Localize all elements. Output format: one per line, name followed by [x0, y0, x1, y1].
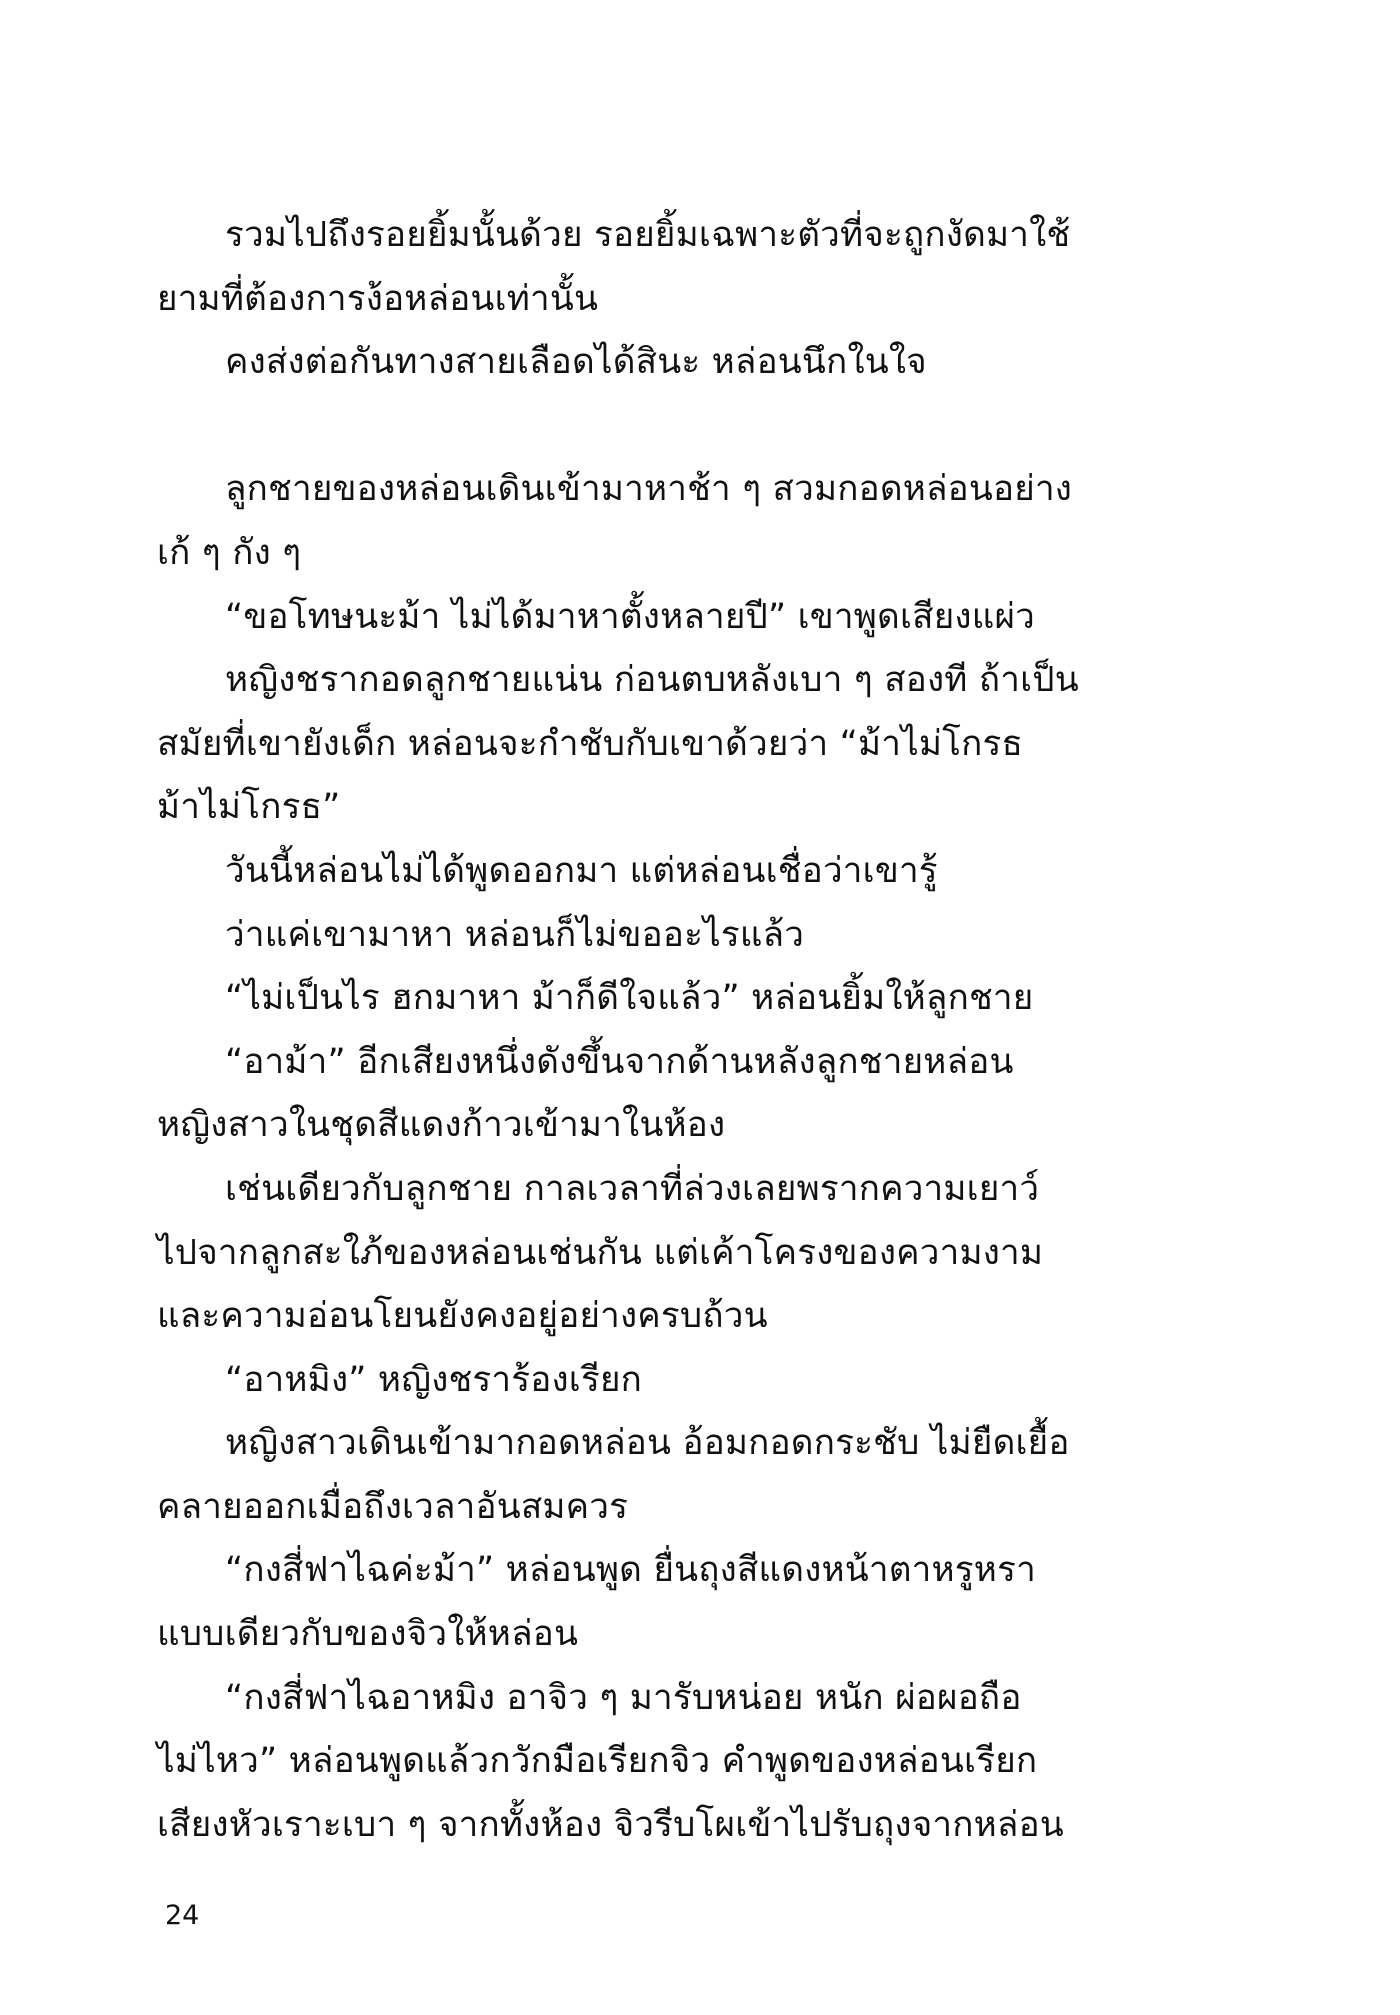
text-line: “ขอโทษนะม้า ไม่ได้มาหาตั้งหลายปี” เขาพูดเสียงแผ่ว [225, 596, 1036, 637]
text-line: และความอ่อนโยนยังคงอยู่อย่างครบถ้วน [157, 1296, 768, 1337]
text-line: “อาหมิง” หญิงชราร้องเรียก [225, 1359, 643, 1400]
text-line: ม้าไม่โกรธ” [157, 787, 341, 828]
text-line: หญิงสาวเดินเข้ามากอดหล่อน อ้อมกอดกระชับ ไม่ยืดเยื้อ [225, 1423, 1070, 1464]
text-line: สมัยที่เขายังเด็ก หล่อนจะกำชับกับเขาด้วยว่า “ม้าไม่โกรธ [157, 723, 1024, 764]
text-line: ลูกชายของหล่อนเดินเข้ามาหาช้า ๆ สวมกอดหล่อนอย่าง [225, 469, 1073, 510]
page-number: 24 [165, 1900, 200, 1931]
text-line: คลายออกเมื่อถึงเวลาอันสมควร [157, 1486, 629, 1527]
text-line: เช่นเดียวกับลูกชาย กาลเวลาที่ล่วงเลยพรากความเยาว์ [225, 1168, 1040, 1209]
text-line: “อาม้า” อีกเสียงหนึ่งดังขึ้นจากด้านหลังลูกชายหล่อน [225, 1041, 1014, 1082]
text-line: เสียงหัวเราะเบา ๆ จากทั้งห้อง จิวรีบโผเข้าไปรับถุงจากหล่อน [157, 1804, 1064, 1845]
text-line: เก้ ๆ กัง ๆ [157, 532, 302, 573]
text-line: คงส่งต่อกันทางสายเลือดได้สินะ หล่อนนึกในใจ [225, 342, 927, 383]
text-line: ไปจากลูกสะใภ้ของหล่อนเช่นกัน แต่เค้าโครงของความงาม [157, 1232, 1044, 1273]
text-line: รวมไปถึงรอยยิ้มนั้นด้วย รอยยิ้มเฉพาะตัวที่จะถูกงัดมาใช้ [225, 215, 1071, 255]
text-line: ไม่ไหว” หล่อนพูดแล้วกวักมือเรียกจิว คำพูดของหล่อนเรียก [157, 1741, 1038, 1782]
text-line: หญิงสาวในชุดสีแดงก้าวเข้ามาในห้อง [157, 1105, 726, 1146]
text-line: “กงสี่ฟาไฉค่ะม้า” หล่อนพูด ยื่นถุงสีแดงหน้าตาหรูหรา [225, 1550, 1036, 1591]
text-line: “ไม่เป็นไร ฮกมาหา ม้าก็ดีใจแล้ว” หล่อนยิ้มให้ลูกชาย [225, 978, 1034, 1019]
body-text [157, 204, 1127, 1857]
text-line: แบบเดียวกับของจิวให้หล่อน [157, 1614, 579, 1655]
text-line: ว่าแค่เขามาหา หล่อนก็ไม่ขออะไรแล้ว [225, 914, 805, 955]
text-line: วันนี้หล่อนไม่ได้พูดออกมา แต่หล่อนเชื่อว่าเขารู้ [225, 850, 938, 891]
text-line: หญิงชรากอดลูกชายแน่น ก่อนตบหลังเบา ๆ สองที ถ้าเป็น [225, 660, 1079, 701]
blank-line [157, 395, 1127, 459]
text-line: ยามที่ต้องการง้อหล่อนเท่านั้น [157, 278, 599, 319]
text-line: “กงสี่ฟาไฉอาหมิง อาจิว ๆ มารับหน่อย หนัก ผ่อผอถือ [225, 1677, 1022, 1718]
